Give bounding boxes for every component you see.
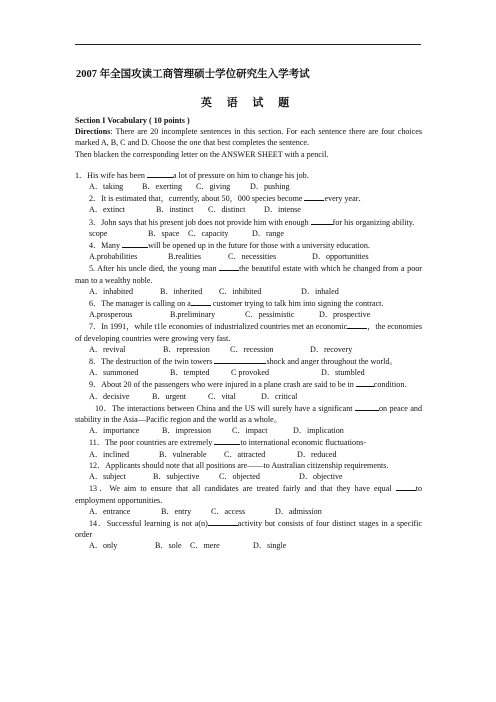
answer-blank [396,482,416,491]
option-d: D．intense [264,205,301,215]
exam-body [75,115,422,552]
question-9-text-end: condition. [373,380,407,390]
answer-blank [219,262,239,271]
header-rule [75,44,421,45]
question-6-text-end: customer trying to talk him into signing the contract. [210,299,384,309]
option-b: B．repression [163,344,210,354]
option-d: D．opportunities [312,252,369,262]
question-11-stem [75,436,422,448]
question-2-options [75,204,422,215]
option-d: D．stumbled [321,368,365,378]
question-7-options [75,344,422,355]
option-b: B.realities [168,252,202,262]
option-a: A．summoned [89,368,139,378]
question-14-stem [75,517,422,540]
question-13-options [75,506,422,517]
question-7-text: 7．In 1991，while t1le economies of industrialized countries met an economic [89,322,348,332]
option-b: B．inherited [160,286,203,296]
question-3-text-end: for his organizing ability. [332,217,415,227]
question-12-text: 12．Applicants should note that all positions are——to Australian citizenship requirements. [89,460,389,470]
answer-blank [214,355,266,364]
answer-blank [356,378,374,387]
option-d: D．critical [261,391,298,401]
option-a: A．taking [89,182,124,192]
question-10-text: 10．The interactions between China and the US will surely have a significant [95,403,355,413]
option-c: C．impact [232,426,268,436]
question-11-text: 11．The poor countries are extremely [89,438,215,448]
option-a: A．inclined [89,449,130,459]
option-b: B．entry [161,506,192,516]
option-b: B．exerting [142,182,183,192]
question-8-text: 8．The destruction of the twin towers [89,357,215,367]
question-13-stem [75,482,422,505]
option-c: C．access [211,506,246,516]
question-6-text: 6．The manager is calling on a [89,299,191,309]
question-11-text-end: to international economic fluctuations- [240,438,366,448]
question-10-options [75,425,422,436]
section-heading: Section I Vocabulary ( 10 points ) [75,116,190,125]
answer-blank [214,436,240,445]
option-b: B．space [148,228,180,238]
option-d: D．implication [293,426,344,436]
answer-blank [208,517,238,526]
option-c: C．giving [196,182,231,192]
option-a: A．importance [89,426,140,436]
question-1-stem [75,169,422,181]
option-a: A．decisive [89,391,130,401]
question-11-options [75,449,422,460]
question-9-stem [75,378,422,390]
option-c: C．inhibited [219,286,262,296]
question-8-stem [75,355,422,367]
question-4-text: 4．Many [89,241,123,251]
option-d: D．objective [299,472,343,482]
question-7-stem [75,320,422,343]
question-1-text: 1．His wife has been [75,170,147,180]
question-13-text-end: to employment opportunities. [75,484,422,505]
question-4-stem [75,239,422,251]
question-2-text: 2．It is estimated that，currently, about 50，000 species become [89,194,305,204]
option-d: D．recovery [310,344,353,354]
option-d: D．single [253,541,287,551]
option-a: A.prosperous [89,310,133,320]
question-1-text-end: a lot of pressure on him to change his job． [172,170,315,180]
option-c: C．necessities [228,252,277,262]
option-c: C．capacity [188,228,229,238]
question-8-text-end: shock and anger throughout the world。 [266,357,398,367]
question-3-stem [75,216,422,228]
option-d: D．reduced [297,449,337,459]
question-2-stem [75,192,422,204]
option-d: D．prospective [319,310,371,320]
question-9-text: 9．About 20 of the passengers who were injured in a plane crash are said to be in [89,380,356,390]
option-a: A.probabilities [89,252,138,262]
question-5-stem [75,262,422,285]
question-12-stem [75,460,422,471]
question-3-options [75,228,422,239]
question-10-text-end: on peace and stability in the Asia—Pacific region and the world as a whole。 [75,403,423,425]
question-3-text: 3．John says that his present job does not provide him with enough [89,217,311,227]
question-14-text-end: activity but consists of four distinct stages in a specific order [75,518,423,540]
question-1-options [75,181,422,192]
option-c: C provoked [231,368,269,378]
answer-blank [191,297,211,306]
option-b: B．vulnerable [159,449,207,459]
option-b: B．instinct [156,205,194,215]
answer-blank [311,216,333,225]
option-a: A．revival [89,344,126,354]
question-14-options [75,540,422,551]
option-a: A．only [89,541,118,551]
question-5-text-end: the beautiful estate with which he changed from a poor man to a wealthy noble. [75,264,422,285]
option-b: B．urgent [152,391,187,401]
question-14-text: 14．Successful learning is not a(n) [89,518,208,528]
option-b: B.preliminary [170,310,216,320]
option-c: C．pessimistic [245,310,295,320]
answer-blank [355,402,379,411]
option-b: B．sole [155,541,182,551]
question-5-text: 5. After his uncle died, the young man [89,264,220,274]
question-5-options [75,286,422,297]
answer-blank [147,169,173,178]
option-d: D．pushing [250,182,290,192]
option-b: B．tempted [170,368,210,378]
option-c: C．distinct [208,205,246,215]
question-4-options [75,251,422,262]
option-d: D．inhaled [301,286,339,296]
option-c: C．vital [208,391,236,401]
question-7-text-end: ，the economies of developing countries were growing very fast. [75,322,422,343]
option-c: C．objected [219,472,260,482]
option-a: A．entrance [89,506,131,516]
answer-blank [122,239,148,248]
option-b: B．impression [162,426,212,436]
exam-subtitle: 英 语 试 题 [200,97,296,109]
option-b: B．subjective [153,472,200,482]
question-12-options [75,471,422,482]
question-4-text-end: will be opened up in the future for those with a university education. [148,241,370,251]
question-6-options [75,309,422,320]
answer-blank [347,320,367,329]
question-8-options [75,367,422,378]
option-c: C．recession [230,344,274,354]
directions-label: Directions [75,127,111,137]
directions-text-2: Then blacken the corresponding letter on the ANSWER SHEET with a pencil. [75,149,329,159]
question-2-text-end: every year． [324,194,367,204]
answer-blank [304,192,324,201]
option-a: A．extinct [89,205,125,215]
question-13-text: 13．We aim to ensure that all candidates are treated fairly and that they have equal [89,484,396,494]
option-d: D．range [252,228,284,238]
question-10-stem [75,402,422,425]
option-c: C．mere [190,541,220,551]
option-a: A．inhabited [89,286,134,296]
question-9-options [75,391,422,402]
option-c: C．attracted [224,449,266,459]
option-a: scope [89,228,108,238]
option-a: A．subject [89,472,126,482]
question-6-stem [75,297,422,309]
directions-text: : There are 20 incomplete sentences in this section. For each sentence there are four choices marked A, B, C and D. Choose the one that best completes the sentence. [75,127,422,148]
option-d: D．admission [275,506,322,516]
directions [75,126,422,148]
exam-title: 2007 年全国攻读工商管理硕士学位研究生入学考试 [76,69,310,80]
